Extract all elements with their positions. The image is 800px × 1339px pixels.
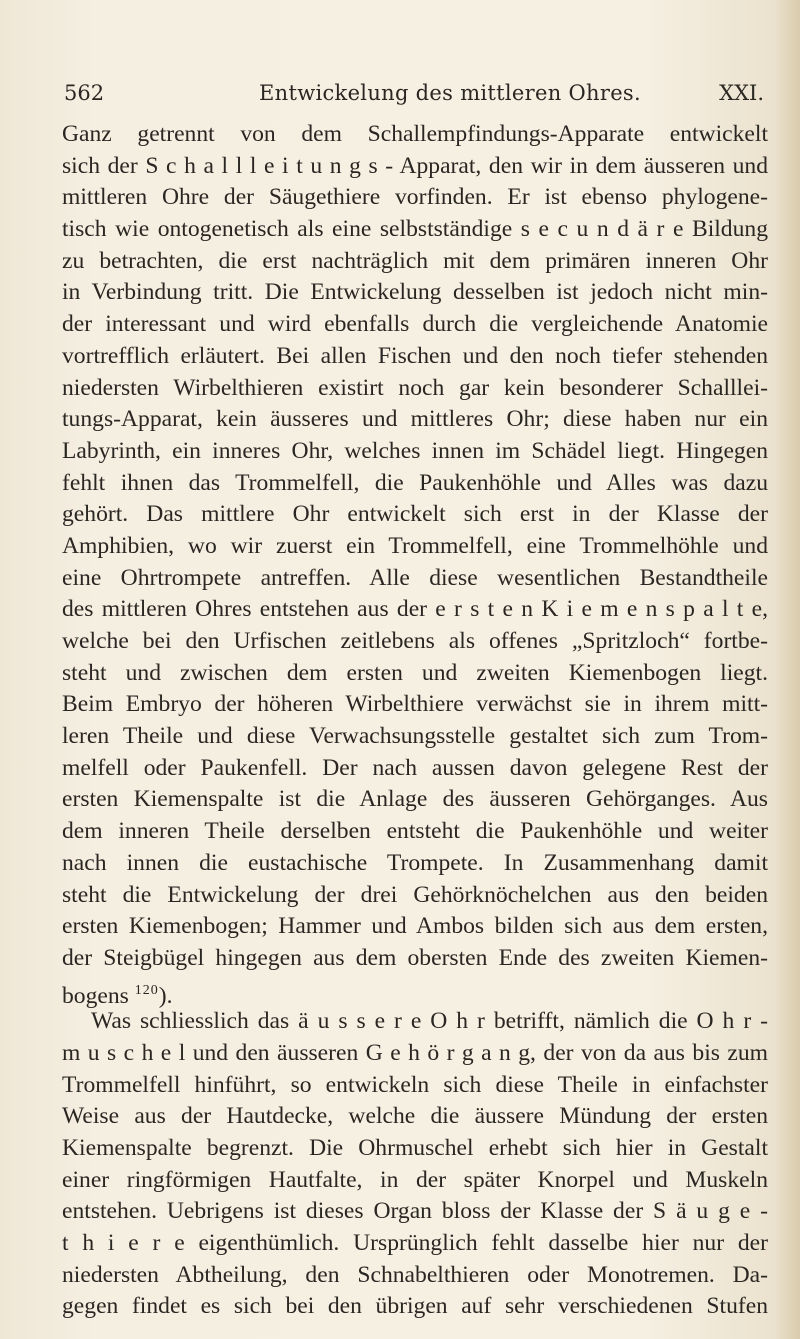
text-line: Trommelfell hinführt, so entwickeln sich diese Theile in einfachster [62, 1071, 768, 1098]
paragraph-first-line: Was schliesslich das ä u s s e r e O h r betrifft, nämlich die O h r - [91, 1008, 768, 1035]
text-line: gehört. Das mittlere Ohr entwickelt sich erst in der Klasse der [62, 501, 768, 528]
text-line: steht die Entwickelung der drei Gehörknöchelchen aus den beiden [62, 881, 768, 908]
running-title: Entwickelung des mittleren Ohres. [259, 81, 641, 105]
text-line-fragment: bogens [62, 982, 129, 1009]
text-line: t h i e r e eigenthümlich. Ursprünglich fehlt dasselbe hier nur der [62, 1230, 768, 1257]
text-line: fehlt ihnen das Trommelfell, die Paukenhöhle und Alles was dazu [62, 469, 768, 496]
text-line: der Steigbügel hingegen aus dem obersten Ende des zweiten Kiemen- [62, 944, 768, 971]
text-line: niedersten Wirbelthieren existirt noch gar kein besonderer Schalllei- [62, 374, 768, 401]
footnote-reference: 120 [134, 982, 159, 998]
text-line: Beim Embryo der höheren Wirbelthiere verwächst sie in ihrem mitt- [62, 691, 768, 718]
text-line: gegen findet es sich bei den übrigen auf sehr verschiedenen Stufen [62, 1293, 768, 1320]
text-line: Amphibien, wo wir zuerst ein Trommelfell, eine Trommelhöhle und [62, 532, 768, 559]
text-line: welche bei den Urfischen zeitlebens als offenes „Spritzloch“ fortbe- [62, 628, 768, 654]
text-line: Kiemenspalte begrenzt. Die Ohrmuschel erhebt sich hier in Gestalt [62, 1135, 768, 1161]
text-line-with-footnote [62, 975, 768, 1007]
text-line: melfell oder Paukenfell. Der nach aussen davon gelegene Rest der [62, 754, 768, 781]
text-line: Labyrinth, ein inneres Ohr, welches innen im Schädel liegt. Hingegen [62, 437, 768, 464]
text-line: m u s c h e l und den äusseren G e h ö r g a n g, der von da aus bis zum [62, 1039, 768, 1066]
chapter-number: XXI. [719, 81, 764, 105]
text-line: vortrefflich erläutert. Bei allen Fischen und den noch tiefer stehenden [62, 342, 768, 369]
text-line: niedersten Abtheilung, den Schnabelthieren oder Monotremen. Da- [62, 1261, 768, 1288]
text-line: Ganz getrennt von dem Schallempfindungs-Apparate entwickelt [62, 121, 768, 147]
text-line: einer ringförmigen Hautfalte, in der später Knorpel und Muskeln [62, 1166, 768, 1193]
text-line: eine Ohrtrompete antreffen. Alle diese wesentlichen Bestandtheile [62, 564, 768, 591]
text-line: der interessant und wird ebenfalls durch die vergleichende Anatomie [62, 311, 768, 338]
text-line: zu betrachten, die erst nachträglich mit dem primären inneren Ohr [62, 247, 768, 274]
text-line: entstehen. Uebrigens ist dieses Organ bloss der Klasse der S ä u g e - [62, 1198, 768, 1225]
page-header [64, 77, 764, 109]
text-line: in Verbindung tritt. Die Entwickelung desselben ist jedoch nicht min- [62, 279, 768, 306]
page-number: 562 [64, 81, 105, 105]
text-line: tisch wie ontogenetisch als eine selbstständige s e c u n d ä r e Bildung [62, 216, 768, 243]
footnote-reference-closing: ). [158, 982, 173, 1009]
text-line: dem inneren Theile derselben entsteht die Paukenhöhle und weiter [62, 818, 768, 845]
text-line: Weise aus der Hautdecke, welche die äussere Mündung der ersten [62, 1103, 768, 1130]
text-line: mittleren Ohre der Säugethiere vorfinden. Er ist ebenso phylogene- [62, 184, 768, 211]
text-line: des mittleren Ohres entstehen aus der e r s t e n K i e m e n s p a l t e, [62, 596, 768, 623]
text-line: ersten Kiemenbogen; Hammer und Ambos bilden sich aus dem ersten, [62, 913, 768, 940]
text-line: sich der S c h a l l l e i t u n g s - Apparat, den wir in dem äusseren und [62, 152, 768, 179]
body-text [62, 119, 768, 1323]
text-line: ersten Kiemenspalte ist die Anlage des äusseren Gehörganges. Aus [62, 786, 768, 813]
text-line: steht und zwischen dem ersten und zweiten Kiemenbogen liegt. [62, 659, 768, 686]
text-line: nach innen die eustachische Trompete. In Zusammenhang damit [62, 849, 768, 876]
text-line: tungs-Apparat, kein äusseres und mittleres Ohr; diese haben nur ein [62, 406, 768, 433]
text-line: leren Theile und diese Verwachsungsstelle gestaltet sich zum Trom- [62, 723, 768, 750]
